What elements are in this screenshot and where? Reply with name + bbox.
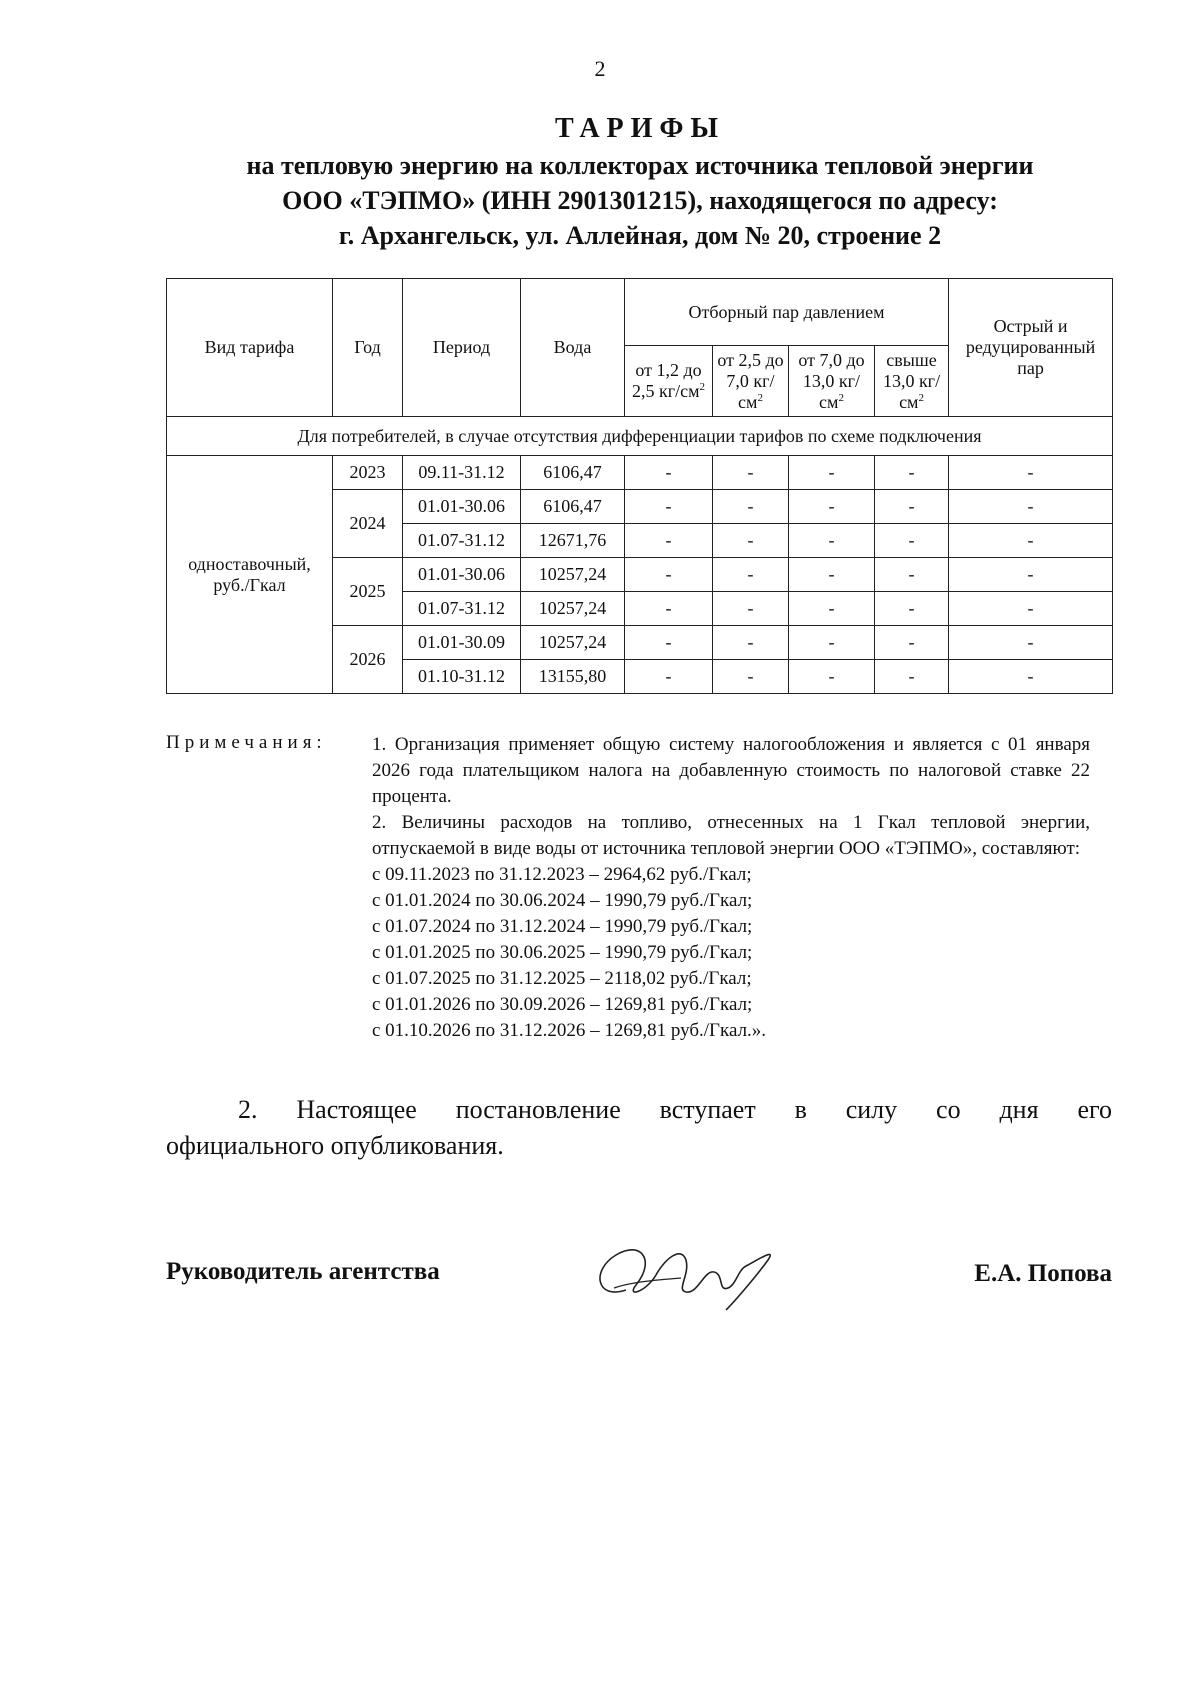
page-number: 2	[594, 56, 606, 81]
sup-2: 2	[838, 391, 844, 404]
header-year: Год	[333, 279, 403, 417]
tariff-table	[166, 278, 1113, 694]
dash-cell: -	[875, 592, 949, 626]
water-cell: 10257,24	[521, 592, 625, 626]
sup-2: 2	[699, 381, 705, 393]
handwritten-signature	[586, 1230, 786, 1320]
dash-cell: -	[713, 592, 789, 626]
header-steam-group: Отборный пар давлением	[625, 279, 949, 346]
dash-cell: -	[713, 626, 789, 660]
header-steam-4	[875, 346, 949, 417]
resolution-word: постановление	[455, 1095, 621, 1124]
water-cell: 10257,24	[521, 558, 625, 592]
header-period: Период	[403, 279, 521, 417]
sup-2: 2	[757, 391, 763, 404]
note-item: с 01.01.2026 по 30.09.2026 – 1269,81 руб./Гкал;	[372, 994, 753, 1015]
resolution-word: Настоящее	[296, 1095, 417, 1124]
resolution-first-line	[166, 1092, 1112, 1128]
header-steam-4-text: свыше 13,0 кг/см	[882, 349, 941, 412]
dash-cell: -	[949, 490, 1113, 524]
resolution-word: его	[1077, 1095, 1112, 1124]
year-cell: 2023	[333, 456, 403, 490]
dash-cell: -	[875, 558, 949, 592]
dash-cell: -	[625, 490, 713, 524]
dash-cell: -	[789, 660, 875, 694]
dash-cell: -	[875, 456, 949, 490]
resolution-number: 2.	[238, 1095, 258, 1124]
signatory-name: Е.А. Попова	[974, 1260, 1112, 1287]
dash-cell: -	[875, 524, 949, 558]
water-cell: 10257,24	[521, 626, 625, 660]
resolution-word: со	[936, 1095, 961, 1124]
title-line-1: на тепловую энергию на коллекторах источника тепловой энергии	[246, 151, 1034, 180]
note-item: 2. Величины расходов на топливо, отнесенных на 1 Гкал тепловой энергии, отпускаемой в виде воды от источника тепловой энергии ООО «ТЭПМО», составляют:	[372, 812, 1090, 859]
dash-cell: -	[949, 456, 1113, 490]
period-cell: 01.01-30.06	[403, 558, 521, 592]
water-cell: 6106,47	[521, 490, 625, 524]
note-item: с 01.01.2025 по 30.06.2025 – 1990,79 руб./Гкал;	[372, 942, 753, 963]
dash-cell: -	[625, 524, 713, 558]
dash-cell: -	[949, 660, 1113, 694]
dash-cell: -	[875, 660, 949, 694]
note-item: с 01.07.2024 по 31.12.2024 – 1990,79 руб./Гкал;	[372, 916, 753, 937]
dash-cell: -	[789, 626, 875, 660]
dash-cell: -	[625, 558, 713, 592]
header-water: Вода	[521, 279, 625, 417]
table-row	[167, 456, 1113, 490]
year-cell: 2024	[333, 490, 403, 558]
note-item: с 01.07.2025 по 31.12.2025 – 2118,02 руб./Гкал;	[372, 968, 752, 989]
period-cell: 01.01-30.06	[403, 490, 521, 524]
dash-cell: -	[949, 558, 1113, 592]
period-cell: 09.11-31.12	[403, 456, 521, 490]
resolution-word: дня	[999, 1095, 1039, 1124]
period-cell: 01.01-30.09	[403, 626, 521, 660]
period-cell: 01.07-31.12	[403, 524, 521, 558]
header-steam-1	[625, 346, 713, 417]
note-item: 1. Организация применяет общую систему налогообложения и является с 01 января 2026 года плательщиком налога на добавленную стоимость по налоговой ставке 22 процента.	[372, 734, 1090, 807]
dash-cell: -	[789, 524, 875, 558]
water-cell: 12671,76	[521, 524, 625, 558]
title-main: ТАРИФЫ	[555, 113, 725, 144]
resolution-paragraph	[166, 1092, 1112, 1164]
document-title	[120, 110, 1160, 253]
dash-cell: -	[625, 626, 713, 660]
header-steam-3-text: от 7,0 до 13,0 кг/см	[798, 349, 865, 412]
note-item: с 09.11.2023 по 31.12.2023 – 2964,62 руб./Гкал;	[372, 864, 752, 885]
header-steam-3	[789, 346, 875, 417]
dash-cell: -	[625, 456, 713, 490]
signatory-position: Руководитель агентства	[166, 1258, 440, 1285]
period-cell: 01.07-31.12	[403, 592, 521, 626]
header-tariff-type: Вид тарифа	[167, 279, 333, 417]
note-item: с 01.01.2024 по 30.06.2024 – 1990,79 руб./Гкал;	[372, 890, 753, 911]
dash-cell: -	[789, 456, 875, 490]
dash-cell: -	[789, 490, 875, 524]
resolution-word: вступает	[659, 1095, 756, 1124]
dash-cell: -	[713, 456, 789, 490]
dash-cell: -	[713, 558, 789, 592]
dash-cell: -	[713, 524, 789, 558]
dash-cell: -	[949, 626, 1113, 660]
header-sharp-steam: Острый и редуцированный пар	[949, 279, 1113, 417]
sup-2: 2	[918, 391, 924, 404]
signature-block	[166, 1240, 1112, 1330]
group-label: Для потребителей, в случае отсутствия дифференциации тарифов по схеме подключения	[167, 417, 1113, 456]
dash-cell: -	[949, 524, 1113, 558]
water-cell: 13155,80	[521, 660, 625, 694]
tariff-name: одноставочный, руб./Гкал	[167, 456, 333, 694]
dash-cell: -	[713, 490, 789, 524]
notes-body	[372, 732, 1090, 1044]
dash-cell: -	[949, 592, 1113, 626]
dash-cell: -	[875, 490, 949, 524]
dash-cell: -	[789, 558, 875, 592]
header-steam-2-text: от 2,5 до 7,0 кг/см	[717, 349, 784, 412]
title-line-2: ООО «ТЭПМО» (ИНН 2901301215), находящегося по адресу:	[282, 186, 998, 215]
dash-cell: -	[625, 660, 713, 694]
resolution-word: в	[794, 1095, 807, 1124]
dash-cell: -	[713, 660, 789, 694]
notes-label: Примечания:	[166, 732, 327, 753]
period-cell: 01.10-31.12	[403, 660, 521, 694]
dash-cell: -	[789, 592, 875, 626]
water-cell: 6106,47	[521, 456, 625, 490]
header-steam-2	[713, 346, 789, 417]
note-item: с 01.10.2026 по 31.12.2026 – 1269,81 руб./Гкал.».	[372, 1020, 767, 1041]
year-cell: 2025	[333, 558, 403, 626]
resolution-second-line: официального опубликования.	[166, 1131, 504, 1160]
resolution-word: силу	[845, 1095, 898, 1124]
dash-cell: -	[625, 592, 713, 626]
dash-cell: -	[875, 626, 949, 660]
title-line-3: г. Архангельск, ул. Аллейная, дом № 20, строение 2	[338, 221, 942, 250]
year-cell: 2026	[333, 626, 403, 694]
header-steam-1-text: от 1,2 до 2,5 кг/см	[631, 360, 702, 401]
